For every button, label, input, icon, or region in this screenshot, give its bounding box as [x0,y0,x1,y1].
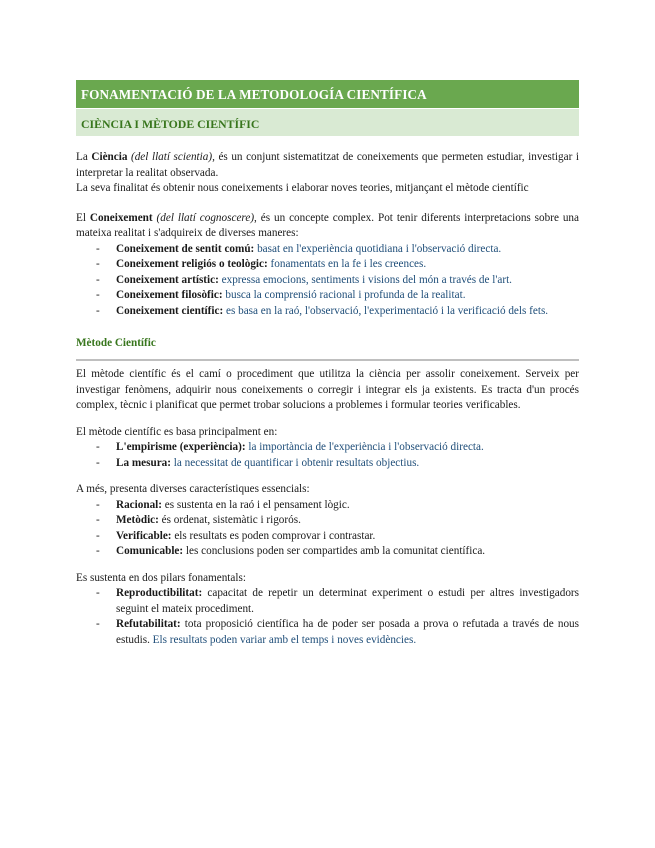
ciencia-purpose: La seva finalitat és obtenir nous coneixements i elaborar noves teories, mitjançant el mètode científic [76,182,529,194]
list-item: - Refutabilitat: tota proposició científica ha de poder ser posada a prova o refutada a través de nous estudis. Els resultats poden variar amb el temps i noves evidències. [76,617,579,648]
metode-pilars-list [76,586,579,648]
document-title: FONAMENTACIÓ DE LA METODOLOGÍA CIENTÍFICA [76,80,579,108]
coneixement-etymology: (del llatí cognoscere) [152,211,255,224]
list-item: - Metòdic: és ordenat, sistemàtic i rigorós. [76,513,579,529]
list-item: - Coneixement de sentit comú: basat en l'experiència quotidiana i l'observació directa. [76,242,579,258]
ciencia-term: Ciència [91,151,128,163]
coneixement-intro: El Coneixement (del llatí cognoscere), és un concepte complex. Pot tenir diferents interpretacions sobre una mateixa realitat i s'adquireix de diverses maneres: [76,211,579,239]
metode-pilars-intro: Es sustenta en dos pilars fonamentals: [76,571,246,584]
list-item: - Coneixement religiós o teològic: fonamentats en la fe i les creences. [76,257,579,273]
list-item: - L'empirisme (experiència): la importància de l'experiència i l'observació directa. [76,440,579,456]
list-item: - Coneixement científic: es basa en la raó, l'observació, l'experimentació i la verificació dels fets. [76,304,579,320]
metode-heading: Mètode Científic [76,337,156,349]
metode-caract-intro: A més, presenta diverses característiques essencials: [76,483,310,495]
metode-bases-intro: El mètode científic es basa principalment en: [76,425,278,438]
document-page [76,80,579,648]
list-item: - Coneixement filosòfic: busca la comprensió racional i profunda de la realitat. [76,288,579,304]
list-item: - Comunicable: les conclusions poden ser compartides amb la comunitat científica. [76,544,579,560]
section-subtitle: CIÈNCIA I MÈTODE CIENTÍFIC [76,109,579,136]
ciencia-etymology: (del llatí scientia), [127,151,215,163]
list-item: - La mesura: la necessitat de quantificar i obtenir resultats objectius. [76,456,579,472]
coneixement-list [76,242,579,320]
ciencia-definition: La Ciència (del llatí scientia), és un conjunt sistematitzat de coneixements que permeten estudiar, investigar i interpretar la realitat observada. [76,151,579,179]
metode-caract-list [76,498,579,560]
coneixement-term: Coneixement [89,211,153,224]
list-item: - Coneixement artístic: expressa emocions, sentiments i visions del món a través de l'art. [76,273,579,289]
metode-bases-list [76,440,579,471]
metode-description: El mètode científic és el camí o procediment que utilitza la ciència per assolir coneixement. Serveix per investigar fenòmens, adquirir nous coneixements o corregir i integrar els ja existents. Es tracta d'un procés complex, tècnic i planificat que permet trobar solucions a problemes i formular teories verificables. [76,368,579,411]
list-item: - Racional: es sustenta en la raó i el pensament lògic. [76,498,579,514]
list-item: - Verificable: els resultats es poden comprovar i contrastar. [76,529,579,545]
list-item: - Reproductibilitat: capacitat de repetir un determinat experiment o estudi per altres investigadors seguint el mateix procediment. [76,586,579,617]
